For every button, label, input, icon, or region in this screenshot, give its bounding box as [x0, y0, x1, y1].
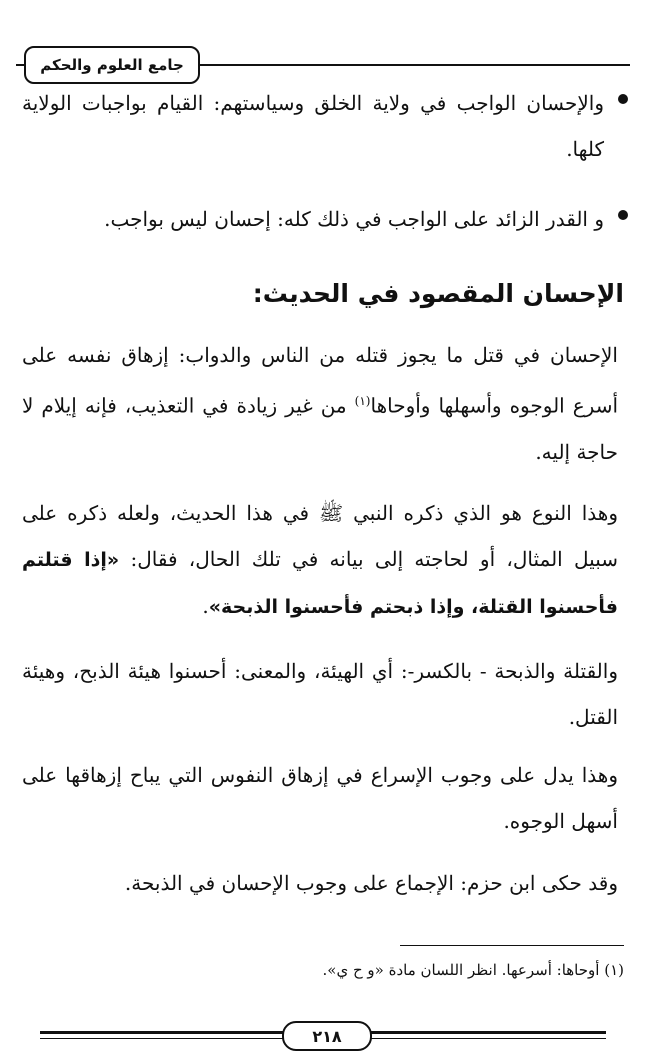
page-number: ٢١٨	[282, 1021, 372, 1051]
paragraph-5: وقد حكى ابن حزم: الإجماع على وجوب الإحسان في الذبحة.	[124, 871, 618, 895]
hadith-quote: «إذا قتلتم فأحسنوا القتلة، وإذا ذبحتم فأحسنوا الذبحة»	[22, 549, 618, 618]
book-title: جامع العلوم والحكم	[40, 56, 184, 74]
bullet-item	[22, 196, 628, 242]
bullet-dot-icon	[618, 210, 628, 220]
bullet-item	[22, 80, 628, 172]
bullet-dot-icon	[618, 94, 628, 104]
footnote-separator	[400, 945, 624, 946]
paragraph-3: والقتلة والذبحة - بالكسر-: أي الهيئة، والمعنى: أحسنوا هيئة الذبح، وهيئة القتل.	[22, 659, 618, 729]
footnote	[22, 956, 624, 984]
bullet-text: و القدر الزائد على الواجب في ذلك كله: إحسان ليس بواجب.	[104, 207, 604, 231]
running-header	[24, 46, 200, 84]
footnote-text: أوحاها: أسرعها. انظر اللسان مادة «و ح ي».	[322, 961, 600, 979]
footnote-number: (١)	[604, 961, 624, 979]
bullet-text: والإحسان الواجب في ولاية الخلق وسياستهم: القيام بواجبات الولاية كلها.	[22, 91, 604, 161]
paragraph-1: الإحسان في قتل ما يجوز قتله من الناس والدواب: إزهاق نفسه على أسرع الوجوه وأسهلها وأوحاها$^{(١)}$ من غير زيادة في التعذيب، فإنه إيلام لا حاجة إليه.	[22, 343, 619, 464]
footnote-ref[interactable]: (١)	[354, 394, 371, 408]
section-heading: الإحسان المقصود في الحديث:	[252, 279, 624, 308]
paragraph-4: وهذا يدل على وجوب الإسراع في إزهاق النفوس التي يباح إزهاقها على أسهل الوجوه.	[22, 763, 618, 833]
paragraph-2: وهذا النوع هو الذي ذكره النبي ﷺ في هذا الحديث، ولعله ذكره على سبيل المثال، أو لحاجته إلى بيانه في تلك الحال، فقال: «إذا قتلتم فأحسنوا القتلة، وإذا ذبحتم فأحسنوا الذبحة».	[22, 501, 618, 618]
